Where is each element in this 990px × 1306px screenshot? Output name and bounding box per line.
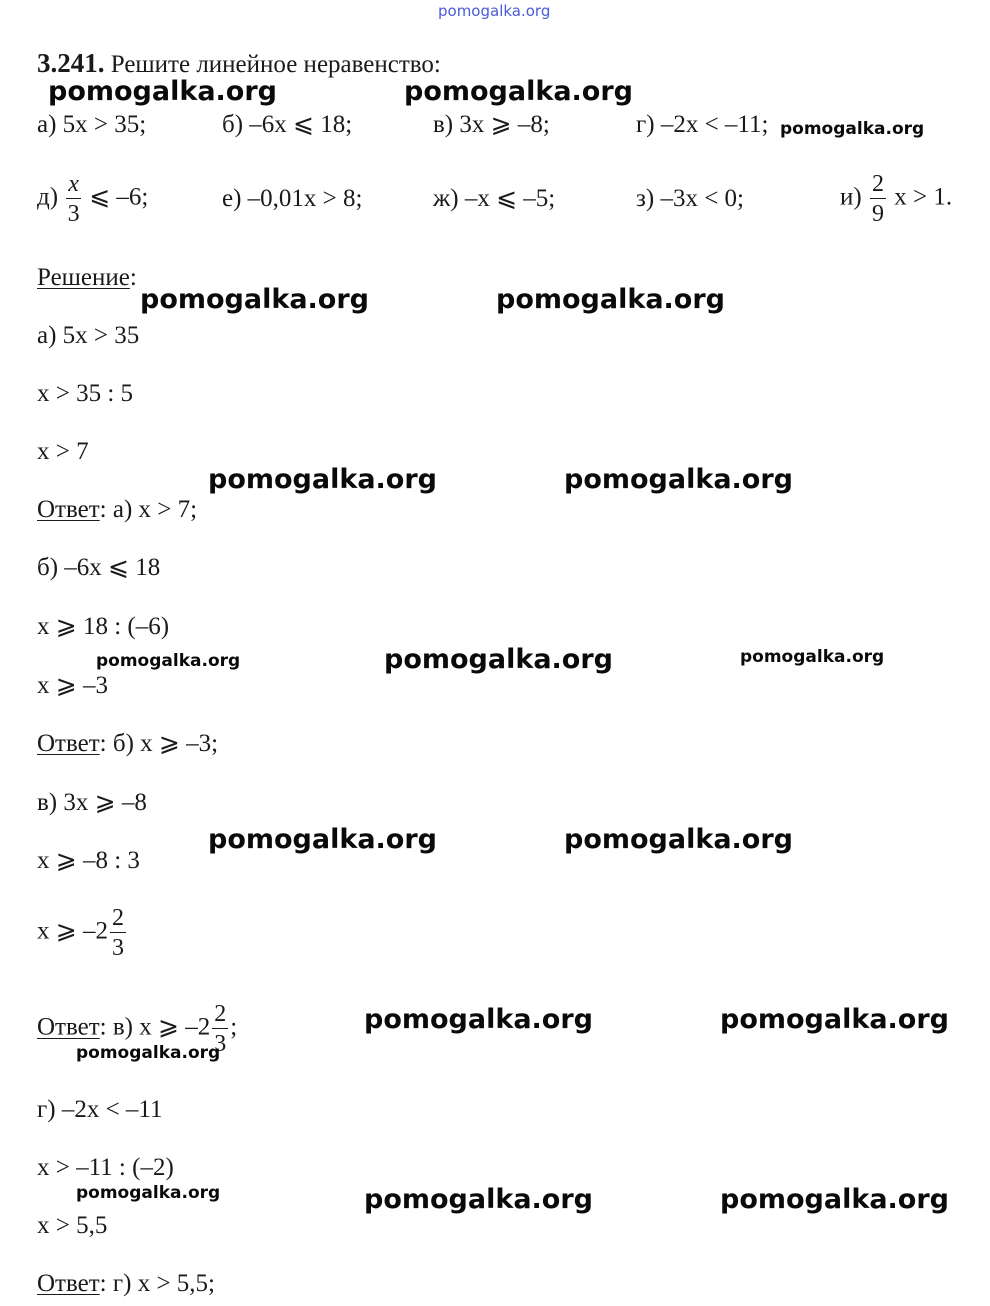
answer-text: : г) x > 5,5; xyxy=(99,1270,215,1297)
answer-label: Ответ xyxy=(37,1270,100,1297)
watermark: pomogalka.org xyxy=(780,119,925,139)
watermark: pomogalka.org xyxy=(564,824,793,855)
solution-v-line-1: в) 3x ⩾ –8 xyxy=(37,789,147,816)
solution-g-line-3: x > 5,5 xyxy=(37,1212,108,1239)
answer-text: : в) x ⩾ –2 xyxy=(99,1013,211,1041)
item-i-fraction xyxy=(870,172,886,226)
problem-text: Решите линейное неравенство: xyxy=(110,51,441,78)
watermark: pomogalka.org xyxy=(740,647,885,667)
watermark: pomogalka.org xyxy=(720,1184,949,1215)
watermark: pomogalka.org xyxy=(208,464,437,495)
item-d xyxy=(37,172,148,226)
answer-a xyxy=(37,495,197,525)
solution-v-line-3 xyxy=(37,906,128,960)
header-watermark: pomogalka.org xyxy=(438,2,551,20)
answer-suffix: ; xyxy=(230,1013,238,1041)
item-d-fraction xyxy=(66,172,81,226)
fraction-numerator: 2 xyxy=(111,905,124,931)
solution-g-line-1: г) –2x < –11 xyxy=(37,1096,163,1123)
solution-a-line-3: x > 7 xyxy=(37,438,89,465)
item-d-prefix: д) xyxy=(37,183,59,211)
answer-label: Ответ xyxy=(37,730,100,757)
solution-heading-label: Решение xyxy=(37,264,130,291)
item-i-suffix: x > 1. xyxy=(894,183,953,211)
watermark: pomogalka.org xyxy=(364,1184,593,1215)
fraction-denominator: 3 xyxy=(67,201,80,227)
fraction-denominator: 9 xyxy=(871,201,884,227)
solution-a-line-1: а) 5x > 35 xyxy=(37,322,140,349)
solution-a-line-2: x > 35 : 5 xyxy=(37,380,134,407)
answer-text: : б) x ⩾ –3; xyxy=(99,730,219,757)
watermark: pomogalka.org xyxy=(384,644,613,675)
solution-heading-colon: : xyxy=(129,264,137,291)
solution-v-line-2: x ⩾ –8 : 3 xyxy=(37,847,140,874)
watermark: pomogalka.org xyxy=(564,464,793,495)
fraction-denominator: 3 xyxy=(111,935,124,961)
fraction-denominator: 3 xyxy=(214,1031,227,1057)
fraction-numerator: 2 xyxy=(214,1001,227,1027)
watermark: pomogalka.org xyxy=(48,76,277,107)
item-g: г) –2x < –11; xyxy=(636,111,769,138)
watermark: pomogalka.org xyxy=(76,1043,221,1063)
item-zh: ж) –x ⩽ –5; xyxy=(433,185,556,212)
solution-v-line-3-prefix: x ⩾ –2 xyxy=(37,917,108,945)
item-b: б) –6x ⩽ 18; xyxy=(222,111,353,138)
watermark: pomogalka.org xyxy=(76,1183,221,1203)
solution-g-line-2: x > –11 : (–2) xyxy=(37,1154,174,1181)
item-i-prefix: и) xyxy=(840,183,862,211)
answer-label: Ответ xyxy=(37,1013,100,1041)
item-z: з) –3x < 0; xyxy=(636,185,744,212)
watermark: pomogalka.org xyxy=(496,284,725,315)
solution-b-line-3: x ⩾ –3 xyxy=(37,672,108,699)
solution-heading xyxy=(37,263,137,293)
answer-label: Ответ xyxy=(37,496,100,523)
solution-b-line-2: x ⩾ 18 : (–6) xyxy=(37,613,170,640)
fraction-numerator: x xyxy=(68,171,79,197)
item-v: в) 3x ⩾ –8; xyxy=(433,111,550,138)
watermark: pomogalka.org xyxy=(720,1004,949,1035)
watermark: pomogalka.org xyxy=(140,284,369,315)
solution-b-line-1: б) –6x ⩽ 18 xyxy=(37,554,161,581)
watermark: pomogalka.org xyxy=(404,76,633,107)
answer-g xyxy=(37,1269,215,1299)
fraction-numerator: 2 xyxy=(871,171,884,197)
item-e: е) –0,01x > 8; xyxy=(222,185,363,212)
item-d-suffix: ⩽ –6; xyxy=(89,183,149,211)
watermark: pomogalka.org xyxy=(364,1004,593,1035)
item-a: а) 5x > 35; xyxy=(37,111,147,138)
answer-text: : а) x > 7; xyxy=(99,496,198,523)
watermark: pomogalka.org xyxy=(96,651,241,671)
mixed-fraction xyxy=(110,906,126,960)
item-i xyxy=(840,172,952,226)
answer-b xyxy=(37,729,218,759)
watermark: pomogalka.org xyxy=(208,824,437,855)
problem-number: 3.241. xyxy=(37,48,105,78)
